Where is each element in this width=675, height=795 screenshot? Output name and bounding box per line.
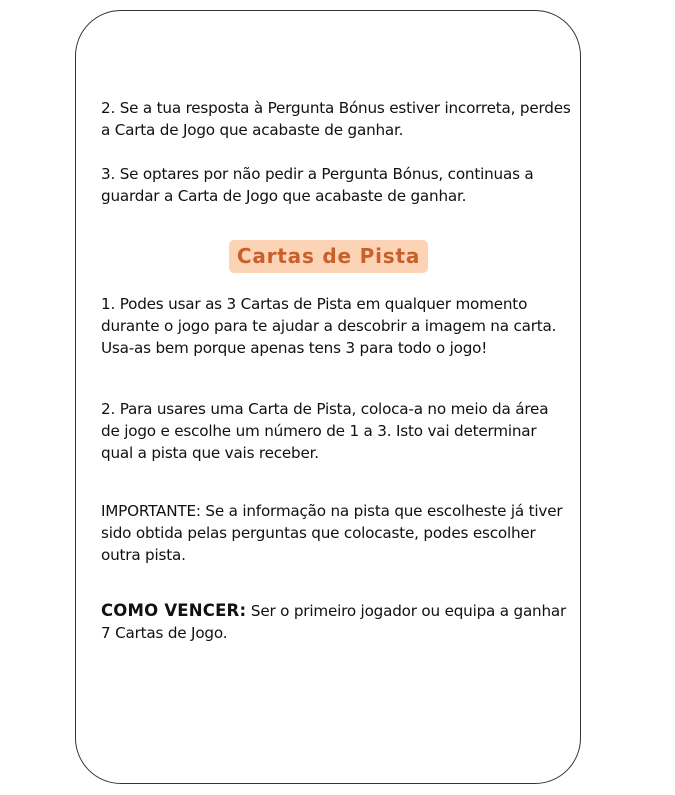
clue-rule-1: 1. Podes usar as 3 Cartas de Pista em qualquer momento durante o jogo para te ajudar a descobrir a imagem na carta. Usa-as bem porque apenas tens 3 para todo o jogo! bbox=[101, 295, 557, 357]
bonus-skip-paragraph: 3. Se optares por não pedir a Pergunta Bónus, continuas a guardar a Carta de Jogo que acabaste de ganhar. bbox=[101, 165, 534, 205]
win-text: Ser o primeiro jogador ou equipa a ganhar 7 Cartas de Jogo. bbox=[101, 602, 567, 642]
bonus-incorrect-paragraph: 2. Se a tua resposta à Pergunta Bónus estiver incorreta, perdes a Carta de Jogo que acabaste de ganhar. bbox=[101, 99, 571, 139]
clue-rule-2: 2. Para usares uma Carta de Pista, coloca-a no meio da área de jogo e escolhe um número de 1 a 3. Isto vai determinar qual a pista que vais receber. bbox=[101, 400, 549, 462]
win-condition bbox=[101, 600, 571, 644]
section-heading-cartas-de-pista: Cartas de Pista bbox=[229, 240, 428, 273]
important-note: IMPORTANTE: Se a informação na pista que escolheste já tiver sido obtida pelas perguntas que colocaste, podes escolher outra pista. bbox=[101, 502, 563, 564]
win-label: COMO VENCER: bbox=[101, 601, 247, 620]
